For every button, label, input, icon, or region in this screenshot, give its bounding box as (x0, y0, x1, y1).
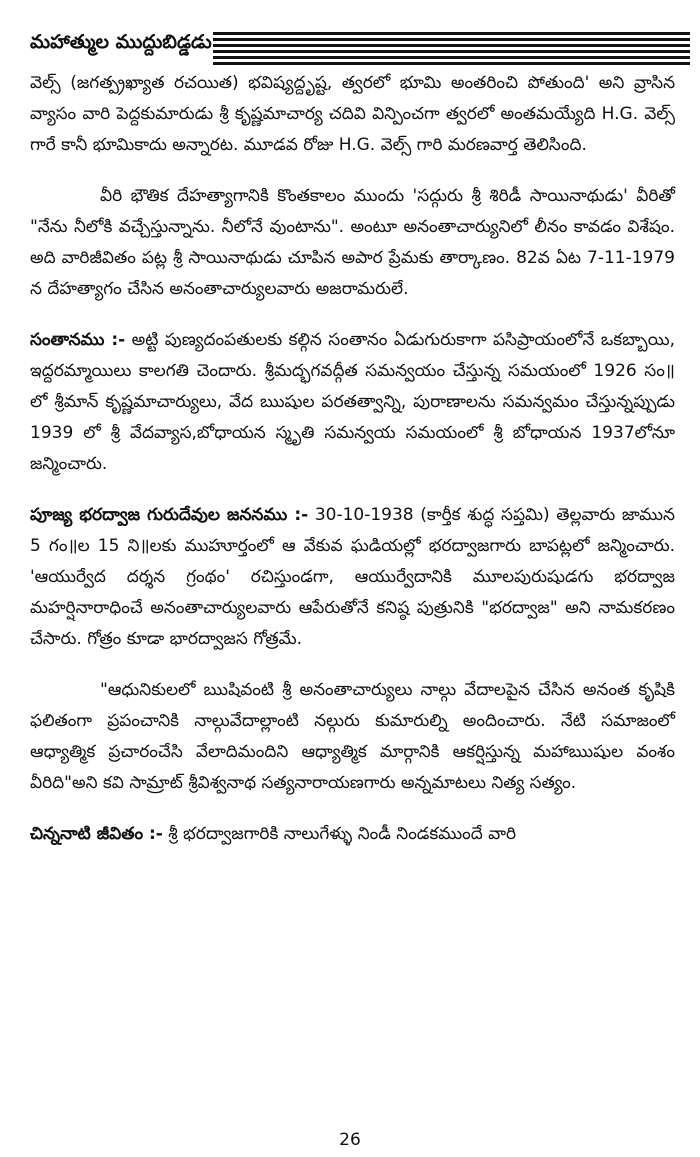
paragraph-6 (30, 819, 675, 850)
section-heading-childhood: చిన్ననాటి జీవితం :- (30, 824, 163, 844)
header-rule (213, 50, 690, 53)
page-number: 26 (339, 1130, 361, 1150)
section-heading-birth: పూజ్య భరద్వాజ గురుదేవుల జననము :- (30, 505, 309, 525)
paragraph-6-text: శ్రీ భరద్వాజగారికి నాలుగేళ్ళు నిండీ నిండకముందే వారి (162, 824, 517, 844)
paragraph-3-text: అట్టి పుణ్యదంపతులకు కల్గిన సంతానం ఏడుగురుకాగా పసిప్రాయంలోనే ఒకబ్బాయి, ఇద్దరమ్మాయిలు కాలగతి చెందారు. శ్రీమద్భగవద్గీత సమన్వయం చేస్తున్న సమయంలో 1926 సం॥లో శ్రీమాన్ కృష్ణమాచార్యులు, వేద ఋషుల పరతత్వాన్ని, పురాణాలను సమన్వమం చేస్తున్నప్పుడు 1939 లో శ్రీ వేదవ్యాస,బోధాయన స్మృతి సమన్వయ సమయంలో శ్రీ బోధాయన 1937లోనూ జన్మించారు. (30, 330, 675, 474)
header-rule (213, 62, 690, 65)
header-title: మహాత్ముల ముద్దుబిడ్డడు (30, 31, 212, 53)
section-heading-children: సంతానము :- (30, 330, 126, 350)
header-rule-lines (213, 32, 690, 68)
header-rule (213, 38, 690, 41)
header-rule (213, 44, 690, 47)
paragraph-5: "ఆధునికులలో ఋషివంటి శ్రీ అనంతాచార్యులు నాల్గు వేదాలపైన చేసిన అనంత కృషికి ఫలితంగా ప్రపంచానికి నాల్గువేదాల్లాంటి నల్గురు కుమారుల్ని అందించారు. నేటి సమాజంలో ఆధ్యాత్మిక ప్రచారంచేసి వేలాదిమందిని ఆధ్యాత్మిక మార్గానికి ఆకర్షిస్తున్న మహాఋషుల వంశం వీరిది"అని కవి సామ్రాట్ శ్రీవిశ్వనాథ సత్యనారాయణగారు అన్నమాటలు నిత్య సత్యం. (30, 680, 675, 793)
page-body (30, 68, 675, 870)
paragraph-3 (30, 325, 675, 480)
paragraph-2: వీరి భౌతిక దేహత్యాగానికి కొంతకాలం ముందు 'సద్గురు శ్రీ శిరిడీ సాయినాథుడు' వీరితో "నేను నీలోకి వచ్చేస్తున్నాను. నీలోనే వుంటాను". అంటూ అనంతాచార్యునిలో లీనం కావడం విశేషం. అది వారిజీవితం పట్ల శ్రీ సాయినాథుడు చూపిన అపార ప్రేమకు తార్కాణం. 82వ ఏట 7-11-1979 న దేహత్యాగం చేసిన అనంతాచార్యులవారు అజరామరులే. (30, 186, 675, 299)
paragraph-4-text: 30-10-1938 (కార్తీక శుద్ధ సప్తమి) తెల్లవారు జామున 5 గం॥ల 15 ని॥లకు ముహూర్తంలో ఆ వేకువ ఘడియల్లో భరద్వాజగారు బాపట్లలో జన్మించారు. 'ఆయుర్వేద దర్శన గ్రంథం' రచిస్తుండగా, ఆయుర్వేదానికి మూలపురుషుడగు భరద్వాజ మహర్షినారాధించే అనంతాచార్యులవారు ఆపేరుతోనే కనిష్ఠ పుత్రునికి "భరద్వాజ" అని నామకరణం చేసారు. గోత్రం కూడా భారద్వాజస గోత్రమే. (30, 505, 675, 649)
running-header (8, 10, 692, 60)
paragraph-1: వెల్స్ (జగత్ప్రఖ్యాత రచయిత) భవిష్యద్దృష్ట, త్వరలో భూమి అంతరించి పోతుంది' అని వ్రాసిన వ్యాసం వారి పెద్దకుమారుడు శ్రీ కృష్ణమాచార్య చదివి విన్పించగా త్వరలో అంతమయ్యేది H.G. వెల్స్ గారే కానీ భూమికాదు అన్నారట. మూడవ రోజు H.G. వెల్స్ గారి మరణవార్త తెలిసింది. (30, 73, 675, 155)
paragraph-4 (30, 500, 675, 655)
header-rule (213, 32, 690, 35)
header-rule (213, 56, 690, 59)
